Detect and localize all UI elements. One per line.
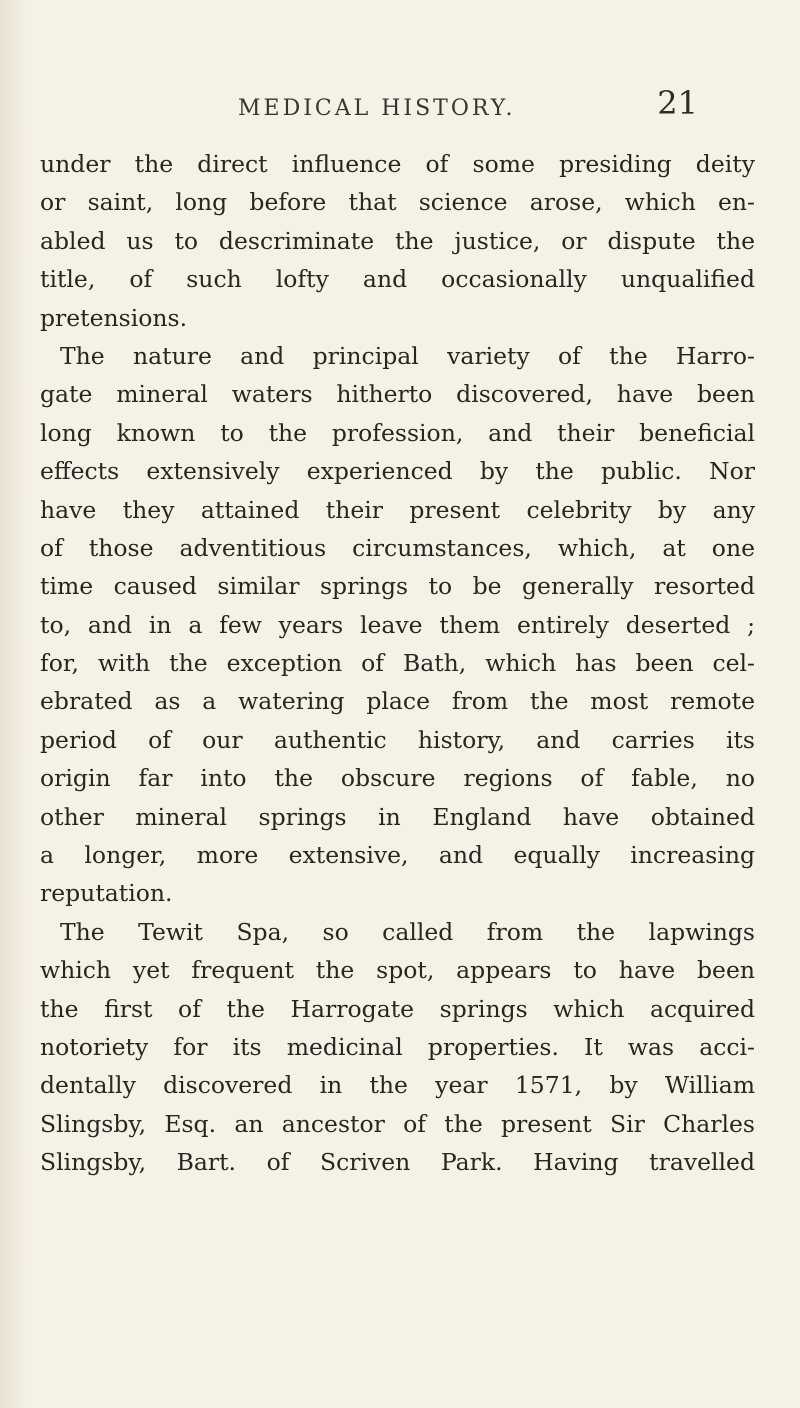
text-line: under the direct influence of some presiding deity [40, 150, 755, 178]
text-line: abled us to descriminate the justice, or dispute the [40, 226, 755, 255]
running-head: MEDICAL HISTORY. [238, 96, 516, 121]
text-line: other mineral springs in England have obtained [40, 802, 755, 831]
page-number: 21 [657, 84, 698, 122]
text-line: effects extensively experienced by the public. Nor [40, 457, 755, 486]
text-line: origin far into the obscure regions of fable, no [40, 764, 755, 793]
text-line: dentally discovered in the year 1571, by William [40, 1071, 755, 1100]
text-line: notoriety for its medicinal properties. It was acci- [40, 1032, 755, 1061]
text-line: long known to the profession, and their beneficial [40, 418, 755, 447]
text-line: gate mineral waters hitherto discovered, have been [40, 380, 755, 409]
text-line: to, and in a few years leave them entirely deserted ; [40, 610, 755, 639]
text-line: period of our authentic history, and carries its [40, 725, 755, 754]
text-line: which yet frequent the spot, appears to have been [40, 956, 755, 985]
text-line: or saint, long before that science arose, which en- [40, 188, 755, 217]
text-line: Slingsby, Esq. an ancestor of the present Sir Charles [40, 1109, 755, 1138]
text-line: The nature and principal variety of the Harro- [60, 341, 755, 370]
gutter-shadow [0, 0, 28, 1408]
page-header [0, 84, 800, 130]
text-line: time caused similar springs to be generally resorted [40, 572, 755, 601]
text-line: for, with the exception of Bath, which has been cel- [40, 649, 755, 678]
text-line: reputation. [40, 879, 173, 908]
text-line: the first of the Harrogate springs which acquired [40, 994, 755, 1023]
text-line: ebrated as a watering place from the most remote [40, 687, 755, 716]
body-text [40, 145, 755, 1182]
text-line: of those adventitious circumstances, which, at one [40, 533, 755, 562]
text-line: The Tewit Spa, so called from the lapwings [60, 917, 755, 946]
text-line: Slingsby, Bart. of Scriven Park. Having travelled [40, 1148, 755, 1177]
text-line: have they attained their present celebrity by any [40, 495, 755, 524]
text-line: pretensions. [40, 303, 188, 332]
text-line: a longer, more extensive, and equally increasing [40, 841, 755, 870]
text-line: title, of such lofty and occasionally unqualified [40, 265, 755, 294]
